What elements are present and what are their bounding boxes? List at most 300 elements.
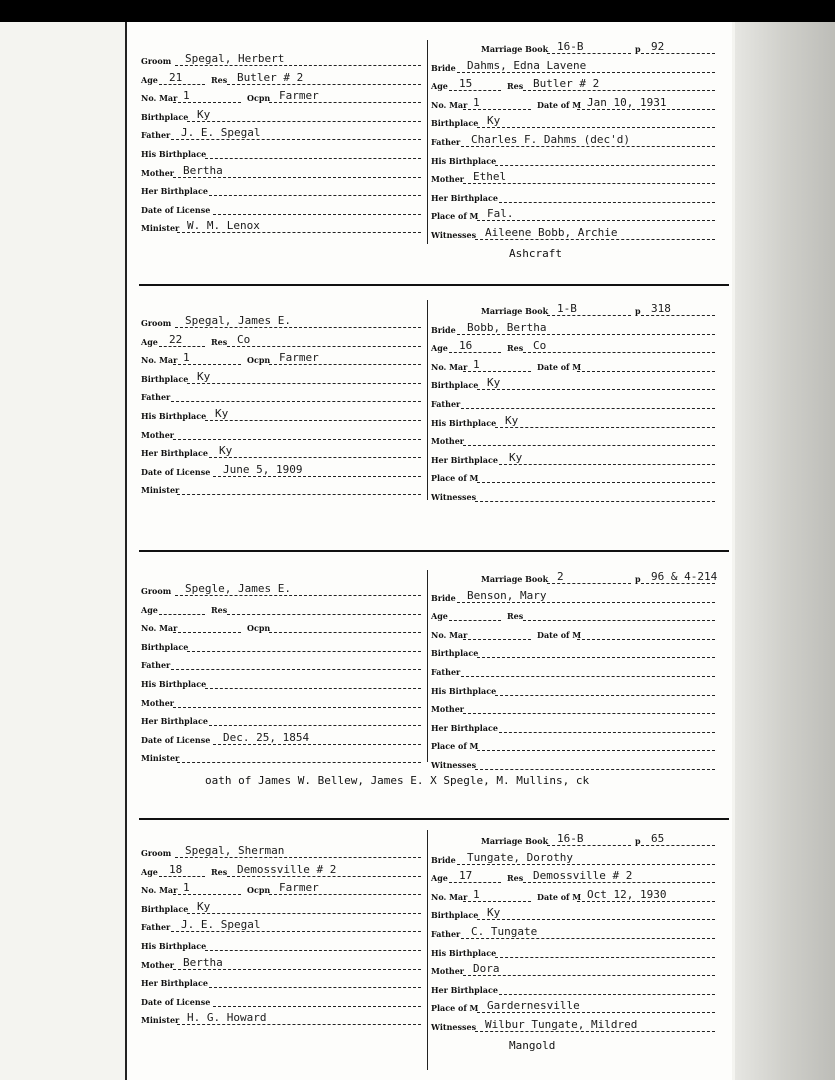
record-divider <box>139 550 729 552</box>
field-line <box>547 845 631 846</box>
field-line <box>269 364 421 365</box>
field-line <box>159 84 205 85</box>
field-label: Birthplace <box>141 641 189 652</box>
field-line <box>457 602 715 603</box>
bride-her-birthplace-field <box>431 981 715 996</box>
field-value: Ethel <box>473 170 507 184</box>
bride-birthplace-field <box>431 376 715 391</box>
groom-res-field <box>211 863 421 878</box>
field-line <box>477 657 715 658</box>
field-line <box>641 583 715 584</box>
field-line <box>463 901 531 902</box>
field-value: 65 <box>651 832 665 845</box>
field-line <box>461 938 715 939</box>
bride-age-field <box>431 339 501 354</box>
field-value: J. E. Spegal <box>181 126 261 140</box>
field-line <box>173 364 241 365</box>
field-label: Date of License <box>141 734 211 745</box>
field-value: Ky <box>219 444 233 458</box>
field-line <box>477 919 715 920</box>
groom-his-birthplace-field <box>141 145 421 160</box>
groom-minister-field <box>141 749 421 764</box>
bride-place-of-m-field <box>431 469 715 484</box>
field-line <box>477 482 715 483</box>
field-label: Her Birthplace <box>141 716 208 727</box>
groom-name-field <box>141 582 421 597</box>
scan-top-border <box>0 0 835 22</box>
groom-ocpn-field <box>247 881 421 896</box>
field-line <box>177 232 421 233</box>
field-value: 1 <box>473 95 480 109</box>
field-label: Date of M <box>537 99 582 110</box>
field-label: Bride <box>431 62 456 73</box>
bride-nomar-field <box>431 626 531 641</box>
bride-age-field <box>431 607 501 622</box>
field-value: H. G. Howard <box>187 1011 267 1025</box>
field-label: p <box>635 44 641 54</box>
field-value: 22 <box>169 332 183 346</box>
bride-place-of-m-field <box>431 999 715 1014</box>
field-line <box>461 676 715 677</box>
field-label: Birthplace <box>431 380 479 391</box>
field-label: Witnesses <box>431 230 477 240</box>
groom-ocpn-field <box>247 619 421 634</box>
field-label: Birthplace <box>141 903 189 914</box>
field-line <box>171 931 421 932</box>
field-label: His Birthplace <box>141 941 207 951</box>
field-value: 15 <box>459 77 473 91</box>
field-line <box>269 894 421 895</box>
field-label: Place of M <box>431 473 479 484</box>
field-value: Ky <box>505 413 519 427</box>
groom-res-field <box>211 71 421 86</box>
groom-nomar-field <box>141 619 241 634</box>
field-value: Demossville # 2 <box>533 869 633 883</box>
field-label: Age <box>141 336 158 347</box>
groom-father-field <box>141 656 421 671</box>
field-label: Res <box>507 343 524 354</box>
bride-mother-field <box>431 700 715 715</box>
field-line <box>175 595 421 596</box>
groom-mother-field <box>141 956 421 971</box>
field-label: Date of M <box>537 891 582 902</box>
field-line <box>477 220 715 221</box>
field-value: Ky <box>197 369 211 383</box>
marriage-book-page-field <box>635 570 718 585</box>
field-value: Demossville # 2 <box>237 862 337 876</box>
bride-his-birthplace-field <box>431 944 715 959</box>
bride-his-birthplace-field <box>431 682 715 697</box>
field-label: Birthplace <box>141 373 189 384</box>
bride-date-of-m-field <box>537 888 715 903</box>
field-line <box>227 346 421 347</box>
groom-age-field <box>141 863 205 878</box>
field-label: Birthplace <box>431 910 479 921</box>
field-line <box>475 239 715 240</box>
field-value: Ky <box>197 899 211 913</box>
field-label: Res <box>211 604 228 615</box>
record-note: oath of James W. Bellew, James E. X Spegle, M. Mullins, ck <box>205 774 590 787</box>
field-label: Groom <box>141 318 172 328</box>
field-value: Ky <box>215 407 229 420</box>
groom-age-field <box>141 71 205 86</box>
field-value: Tungate, Dorothy <box>467 850 573 864</box>
field-value: Ky <box>509 450 523 464</box>
field-line <box>175 65 421 66</box>
field-label: Mother <box>431 704 465 715</box>
field-label: Place of M <box>431 211 479 222</box>
marriage-book-field <box>481 302 631 317</box>
field-label: Her Birthplace <box>431 722 498 733</box>
field-value: Bertha <box>183 955 223 969</box>
field-line <box>641 53 715 54</box>
bride-her-birthplace-field <box>431 189 715 204</box>
field-line <box>457 334 715 335</box>
field-line <box>209 195 421 196</box>
field-label: Date of License <box>141 466 211 477</box>
bride-place-of-m-field <box>431 737 715 752</box>
field-line <box>269 632 421 633</box>
field-value: C. Tungate <box>471 925 538 938</box>
bride-res-field <box>507 339 715 354</box>
field-label: Place of M <box>431 741 479 752</box>
field-line <box>171 669 421 670</box>
field-line <box>213 1006 421 1007</box>
field-line <box>477 1012 715 1013</box>
field-line <box>173 632 241 633</box>
field-label: His Birthplace <box>431 685 497 696</box>
field-line <box>463 371 531 372</box>
field-line <box>187 913 421 914</box>
bride-nomar-field <box>431 888 531 903</box>
field-line <box>175 857 421 858</box>
field-label: p <box>635 574 641 584</box>
field-value: 17 <box>459 869 473 883</box>
field-line <box>227 876 421 877</box>
bride-name-field <box>431 321 715 336</box>
field-line <box>449 90 501 91</box>
field-line <box>477 750 715 751</box>
record-divider <box>139 284 729 286</box>
field-label: Her Birthplace <box>431 984 498 995</box>
field-line <box>171 401 421 402</box>
field-label: His Birthplace <box>141 411 207 421</box>
marriage-book-field <box>481 832 631 847</box>
field-label: Father <box>431 399 461 409</box>
field-label: Her Birthplace <box>431 454 498 465</box>
groom-name-field <box>141 844 421 859</box>
field-label: Her Birthplace <box>141 186 208 197</box>
field-value: Spegal, James E. <box>185 314 291 327</box>
record-divider <box>139 818 729 820</box>
groom-res-field <box>211 601 421 616</box>
bride-birthplace-field <box>431 644 715 659</box>
groom-birthplace-field <box>141 638 421 653</box>
field-line <box>523 90 715 91</box>
field-value: 96 & 4-214 <box>651 570 718 583</box>
bride-witnesses-field <box>431 226 715 241</box>
groom-minister-field <box>141 481 421 496</box>
field-label: Date of M <box>537 361 582 372</box>
field-value: Benson, Mary <box>467 588 547 602</box>
groom-age-field <box>141 333 205 348</box>
field-value: 92 <box>651 40 665 53</box>
field-label: Her Birthplace <box>431 192 498 203</box>
field-value: Fal. <box>487 207 514 221</box>
field-line <box>463 975 715 976</box>
field-line <box>577 901 715 902</box>
field-label: No. Mar <box>431 99 468 110</box>
bride-father-field <box>431 395 715 410</box>
field-label: Marriage Book <box>481 44 549 54</box>
field-label: Birthplace <box>141 111 189 122</box>
field-value: Butler # 2 <box>237 70 304 84</box>
field-line <box>523 882 715 883</box>
groom-license-date-field <box>141 201 421 216</box>
bride-birthplace-field <box>431 906 715 921</box>
field-value: June 5, 1909 <box>223 462 303 476</box>
field-label: Minister <box>141 753 180 764</box>
field-value: Dec. 25, 1854 <box>223 730 310 744</box>
field-line <box>641 845 715 846</box>
field-line <box>187 121 421 122</box>
field-label: Witnesses <box>431 492 477 502</box>
field-label: Age <box>431 343 448 354</box>
bride-name-field <box>431 851 715 866</box>
field-label: Mother <box>141 697 175 708</box>
field-label: Her Birthplace <box>141 448 208 459</box>
field-value: Bertha <box>183 163 223 177</box>
field-line <box>499 732 715 733</box>
field-label: Father <box>141 130 171 141</box>
field-line <box>173 439 421 440</box>
bride-date-of-m-field <box>537 358 715 373</box>
field-label: Age <box>141 604 158 615</box>
field-value: Ky <box>487 114 501 128</box>
field-value: Farmer <box>279 351 319 365</box>
field-label: Mother <box>141 959 175 970</box>
field-line <box>187 651 421 652</box>
column-separator <box>427 570 428 762</box>
bride-res-field <box>507 77 715 92</box>
groom-license-date-field <box>141 463 421 478</box>
field-line <box>477 127 715 128</box>
column-separator <box>427 40 428 244</box>
field-line <box>177 1024 421 1025</box>
groom-his-birthplace-field <box>141 937 421 952</box>
bride-date-of-m-field <box>537 96 715 111</box>
field-value: Gardernesville <box>487 999 580 1013</box>
field-line <box>205 688 421 689</box>
field-value: Dora <box>473 962 500 976</box>
field-line <box>227 614 421 615</box>
field-label: Witnesses <box>431 1022 477 1032</box>
field-value: Co <box>533 339 547 353</box>
field-label: Birthplace <box>431 648 479 659</box>
groom-mother-field <box>141 164 421 179</box>
field-label: No. Mar <box>141 623 178 634</box>
field-line <box>213 744 421 745</box>
field-value: 1-B <box>557 302 577 315</box>
field-label: Marriage Book <box>481 574 549 584</box>
field-label: p <box>635 836 641 846</box>
field-line <box>499 464 715 465</box>
field-label: Date of M <box>537 629 582 640</box>
field-value: Ky <box>487 906 501 920</box>
field-line <box>547 583 631 584</box>
field-label: His Birthplace <box>141 679 207 689</box>
field-value: 1 <box>473 887 480 901</box>
field-label: Ocpn <box>247 885 271 896</box>
groom-father-field <box>141 388 421 403</box>
field-label: Date of License <box>141 996 211 1007</box>
field-line <box>641 315 715 316</box>
field-value: 18 <box>169 862 183 876</box>
field-label: Age <box>141 866 158 877</box>
field-label: Age <box>141 74 158 85</box>
field-line <box>213 476 421 477</box>
field-label: No. Mar <box>431 629 468 640</box>
field-label: Age <box>431 81 448 92</box>
groom-birthplace-field <box>141 900 421 915</box>
groom-minister-field <box>141 1011 421 1026</box>
field-line <box>463 639 531 640</box>
field-line <box>475 501 715 502</box>
groom-name-field <box>141 52 421 67</box>
field-label: Birthplace <box>431 118 479 129</box>
groom-her-birthplace-field <box>141 712 421 727</box>
field-line <box>173 177 421 178</box>
field-value: 21 <box>169 70 183 84</box>
field-line <box>227 84 421 85</box>
field-line <box>449 620 501 621</box>
field-value: 16-B <box>557 832 584 845</box>
groom-ocpn-field <box>247 89 421 104</box>
field-line <box>463 109 531 110</box>
groom-nomar-field <box>141 89 241 104</box>
field-label: Bride <box>431 324 456 335</box>
field-value: W. M. Lenox <box>187 219 260 233</box>
field-label: Mother <box>141 167 175 178</box>
field-label: Minister <box>141 1015 180 1026</box>
field-value: 16 <box>459 339 473 353</box>
field-label: Groom <box>141 586 172 596</box>
groom-her-birthplace-field <box>141 974 421 989</box>
field-label: Age <box>431 873 448 884</box>
field-line <box>461 146 715 147</box>
field-label: His Birthplace <box>431 417 497 428</box>
field-line <box>173 894 241 895</box>
field-value: J. E. Spegal <box>181 918 261 932</box>
field-line <box>173 707 421 708</box>
field-value: 2 <box>557 570 564 583</box>
groom-name-field <box>141 314 421 329</box>
field-line <box>547 315 631 316</box>
groom-minister-field <box>141 219 421 234</box>
groom-her-birthplace-field <box>141 182 421 197</box>
bride-father-field <box>431 663 715 678</box>
bride-his-birthplace-field <box>431 152 715 167</box>
field-value: 1 <box>183 89 190 103</box>
field-line <box>209 457 421 458</box>
groom-his-birthplace-field <box>141 675 421 690</box>
field-value: Ky <box>487 376 501 390</box>
bride-father-field <box>431 925 715 940</box>
field-label: Res <box>211 74 228 85</box>
field-value: Ky <box>197 107 211 121</box>
groom-license-date-field <box>141 993 421 1008</box>
field-line <box>175 327 421 328</box>
field-line <box>499 202 715 203</box>
field-value: Farmer <box>279 89 319 103</box>
field-line <box>577 639 715 640</box>
field-label: No. Mar <box>141 885 178 896</box>
field-label: Bride <box>431 854 456 865</box>
field-label: Res <box>507 611 524 622</box>
field-label: Age <box>431 611 448 622</box>
field-label: Father <box>431 137 461 147</box>
groom-birthplace-field <box>141 108 421 123</box>
field-value: Oct 12, 1930 <box>587 887 667 901</box>
groom-nomar-field <box>141 351 241 366</box>
field-value: Charles F. Dahms (dec'd) <box>471 133 630 146</box>
scan-right-edge <box>735 22 835 1080</box>
field-label: Minister <box>141 485 180 496</box>
column-separator <box>427 830 428 1070</box>
field-label: Witnesses <box>431 760 477 770</box>
bride-father-field <box>431 133 715 148</box>
column-separator <box>427 300 428 500</box>
field-label: Father <box>431 929 461 939</box>
bride-res-field <box>507 869 715 884</box>
field-label: His Birthplace <box>431 155 497 166</box>
field-label: Res <box>211 336 228 347</box>
groom-his-birthplace-field <box>141 407 421 422</box>
field-line <box>463 713 715 714</box>
field-line <box>159 876 205 877</box>
field-label: No. Mar <box>431 361 468 372</box>
field-value: Butler # 2 <box>533 77 600 91</box>
bride-place-of-m-field <box>431 207 715 222</box>
field-line <box>205 158 421 159</box>
groom-nomar-field <box>141 881 241 896</box>
field-label: Marriage Book <box>481 306 549 316</box>
bride-witnesses-field <box>431 488 715 503</box>
field-value: Spegle, James E. <box>185 582 291 595</box>
bride-nomar-field <box>431 358 531 373</box>
field-label: Father <box>141 660 171 671</box>
groom-mother-field <box>141 694 421 709</box>
field-line <box>173 102 241 103</box>
marriage-book-field <box>481 570 631 585</box>
field-label: Minister <box>141 223 180 234</box>
field-line <box>495 957 715 958</box>
bride-name-field <box>431 59 715 74</box>
field-line <box>269 102 421 103</box>
field-label: Ocpn <box>247 93 271 104</box>
field-label: Mother <box>431 966 465 977</box>
bride-age-field <box>431 869 501 884</box>
field-value: 1 <box>183 351 190 365</box>
field-label: Res <box>507 873 524 884</box>
field-line <box>457 72 715 73</box>
marriage-record-sheet <box>125 22 732 1080</box>
field-label: Place of M <box>431 1003 479 1014</box>
bride-birthplace-field <box>431 114 715 129</box>
field-value: Aileene Bobb, Archie <box>485 226 618 239</box>
field-label: Ocpn <box>247 355 271 366</box>
bride-nomar-field <box>431 96 531 111</box>
